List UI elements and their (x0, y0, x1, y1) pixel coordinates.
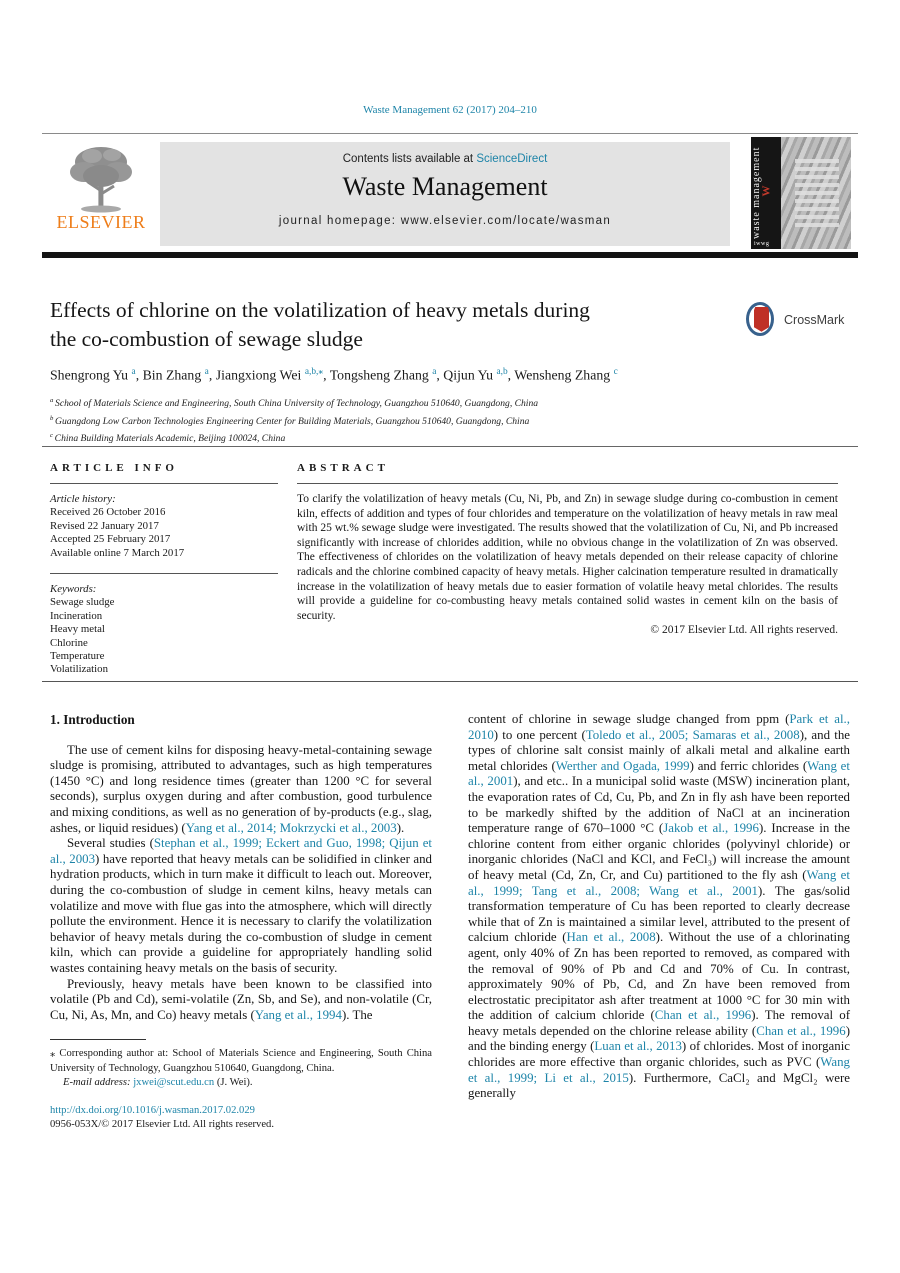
cover-vertical-title: waste management (751, 146, 762, 240)
inline-link[interactable]: Toledo et al., 2005; Samaras et al., 2008 (585, 727, 800, 742)
text-segment: School of Materials Science and Engineering, South China University of Technology, Guangzhou 510640, Guangdong, China (55, 398, 539, 410)
header-black-bar (42, 252, 858, 258)
author-list (50, 366, 840, 384)
text-segment: c (613, 367, 618, 377)
text-segment: a (50, 397, 56, 404)
paper-title-line2: the co-combustion of sewage sludge (50, 327, 363, 351)
text-segment: c (50, 432, 55, 440)
body-paragraph (50, 977, 432, 1024)
text-segment: ). The (341, 1007, 373, 1022)
text-segment: The use of cement kilns for disposing heavy-metal-containing sewage sludge is promising, attributed to advantages, such as high temperatures (1450 °C) and long residence times (greater than 1200 °C for several seconds), surplus oxygen during and after combustion, good turbulence and mixing conditions, as well as no generation of by-products (e.g., slag, ashes, or liquid residues) ( (50, 742, 432, 835)
abstract-text: To clarify the volatilization of heavy metals (Cu, Ni, Pb, and Zn) in sewage sludge during co-combustion in cement kiln, effects of addition and types of four chlorides and temperature on the volatilization of heavy metals in raw meal with 25 wt.% sewage sludge were investigated. The results showed that the volatilization of Cu, Ni, and Pb increased significantly with increase of chlorides addition, while no obvious change in the volatilization of Zn was observed. The effectiveness of chlorides on the volatilization of heavy metals depended on their release capacity of chlorine radicals and the chlorine combined capacity of heavy metals. Higher calcination temperature resulted in dramatically increase in the volatilization of heavy metals due to easier formation of volatile heavy metal chlorides. The results will provide a guideline for co-combusting heavy metals contained solid wastes in cement kiln on the basis of security. (297, 493, 838, 622)
text-segment: b (50, 414, 56, 422)
inline-link[interactable]: Han et al., 2008 (566, 930, 656, 945)
elsevier-wordmark: ELSEVIER (56, 212, 146, 232)
article-history (50, 493, 278, 560)
text-segment: (J. Wei). (214, 1077, 253, 1089)
inline-link[interactable]: Wang et al., 1999; Tang et al., 2008; Wang et al., 2001 (468, 867, 850, 898)
text-segment: China Building Materials Academic, Beijing 100024, China (54, 433, 286, 445)
inline-link[interactable]: Stephan et al., 1999; Eckert and Guo, 1998; Qijun et al., 2003 (50, 836, 433, 866)
inline-link[interactable]: jxwei@scut.edu.cn (133, 1077, 215, 1089)
affiliation-c (50, 429, 840, 447)
inline-link[interactable]: Yang et al., 2014; Mokrzycki et al., 2003 (185, 820, 397, 835)
text-segment: a (131, 367, 136, 377)
text-segment: ) have reported that heavy metals can be solidified in clinker and hydration products, which in turn make it difficult to leach out. Moreover, during the co-combustion of sludge in cement kilns, heavy metals can volatilize and move with flue gas into the atmosphere, which will directly pollute the environment. Hence it is necessary to clarify the volatilization behavior of heavy metals during the co-combustion of sludge in cement kiln, which can provide a guideline for appropriately handling solid wastes containing heavy metals on the basis of security. (50, 851, 432, 975)
abstract-section (297, 462, 838, 636)
history-received: Received 26 October 2016 (50, 506, 166, 519)
text-segment: ) of chlorides. Most of inorganic chlorides are more effective than organic chlorides, such as PVC ( (468, 1039, 850, 1070)
text-segment: a,b (496, 367, 508, 377)
text-segment: E-mail address: (63, 1077, 134, 1089)
inline-link[interactable]: Chan et al., 1996 (756, 1023, 846, 1038)
text-segment: , Jiangxiong Wei (208, 367, 305, 383)
crossmark-button[interactable] (746, 302, 846, 342)
elsevier-tree-icon (62, 142, 140, 214)
body-paragraph (468, 712, 850, 1102)
affiliation-a (50, 394, 840, 412)
corresponding-author-note: ⁎ Corresponding author at: School of Materials Science and Engineering, South China University of Technology, Guangzhou 510640, Guangdong, China. (50, 1048, 432, 1074)
abstract-rule (297, 483, 838, 484)
section-heading-introduction: 1. Introduction (50, 712, 135, 727)
text-segment: , Tongsheng Zhang (323, 367, 433, 383)
article-info-rule (50, 483, 278, 484)
abstract-bottom-divider (42, 681, 858, 682)
cover-badge: iwwg (754, 241, 770, 247)
inline-link[interactable]: Chan et al., 1996 (654, 1008, 752, 1023)
inline-link[interactable]: Yang et al., 1994 (254, 1007, 342, 1022)
keyword-item: Heavy metal (50, 623, 105, 636)
body-paragraph (50, 743, 432, 837)
crossmark-label: CrossMark (784, 313, 845, 327)
inline-link[interactable]: Luan et al., 2013 (594, 1039, 682, 1054)
text-segment: ). The removal of heavy metals depended on the chlorine release ability ( (468, 1008, 850, 1038)
title-divider (42, 446, 858, 447)
inline-link[interactable]: Wang et al., 2001 (468, 758, 850, 789)
paper-title-line1: Effects of chlorine on the volatilization of heavy metals during (50, 298, 590, 322)
text-segment: Several studies ( (67, 836, 154, 851)
text-segment: Shengrong Yu (50, 367, 132, 383)
article-history-label: Article history: (50, 493, 116, 505)
text-segment: ), and the types of chlorine salt consist mainly of alkali metal and alkaline earth metal chlorides ( (468, 727, 850, 773)
text-segment: ) and the binding energy ( (468, 1023, 850, 1054)
text-segment: ). (396, 820, 405, 835)
abstract-copyright: © 2017 Elsevier Ltd. All rights reserved. (650, 624, 838, 637)
journal-citation: Waste Management 62 (2017) 204–210 (363, 104, 537, 116)
keywords-label: Keywords: (50, 583, 97, 596)
doi-link[interactable]: http://dx.doi.org/10.1016/j.wasman.2017.02.029 (50, 1104, 255, 1116)
banner-center-panel (160, 142, 730, 246)
text-segment: ). The gas/solid transformation temperature of Cu has been reported to clearly decrease while that of Zn is maintained a similar level, attributed to the present of calcium chloride ( (468, 883, 850, 945)
text-segment: a (432, 367, 437, 377)
cover-text-bars (795, 159, 839, 231)
text-segment: Previously, heavy metals have been known to be classified into volatile (Pb and Cd), semi-volatile (Zn, Sb, and Se), and non-volatile (Cr, Cu, Ni, As, Mn, and Co) heavy metals ( (50, 976, 432, 1022)
footnote-block (50, 1039, 432, 1132)
cover-red-mark: W (760, 185, 773, 197)
issn-copyright-line: 0956-053X/© 2017 Elsevier Ltd. All rights reserved. (50, 1118, 275, 1130)
keyword-item: Sewage sludge (50, 596, 115, 609)
keywords-block (50, 583, 278, 677)
text-segment: Guangdong Low Carbon Technologies Engineering Center for Building Materials, Guangzhou 510640, Guangdong, China (55, 415, 530, 427)
keyword-item: Chlorine (50, 636, 88, 649)
history-online: Available online 7 March 2017 (50, 546, 185, 559)
abstract-header: ABSTRACT (297, 462, 389, 474)
text-segment: ) and ferric chlorides ( (689, 758, 808, 773)
journal-banner (42, 142, 858, 246)
body-left-column (50, 712, 432, 1132)
inline-link[interactable]: Werther and Ogada, 1999 (555, 758, 690, 773)
article-info-header: ARTICLE INFO (50, 462, 178, 474)
text-segment: a (204, 367, 209, 377)
sciencedirect-link[interactable]: ScienceDirect (476, 153, 548, 165)
keyword-item: Incineration (50, 609, 103, 622)
history-revised: Revised 22 January 2017 (50, 519, 159, 532)
text-segment: , Bin Zhang (135, 367, 205, 383)
journal-homepage-link[interactable]: journal homepage: www.elsevier.com/locate/wasman (278, 215, 612, 227)
article-body (50, 712, 850, 1132)
text-segment: , Wensheng Zhang (507, 367, 614, 383)
email-line (63, 1076, 432, 1090)
keyword-item: Volatilization (50, 663, 108, 676)
journal-title: Waste Management (342, 172, 548, 201)
text-segment: ). Furthermore, CaCl₂ and MgCl₂ were generally (468, 1070, 850, 1101)
text-segment: , Qijun Yu (436, 367, 497, 383)
elsevier-logo[interactable] (45, 142, 157, 246)
inline-link[interactable]: Park et al., 2010 (468, 712, 850, 742)
text-segment: ) to one percent ( (493, 727, 586, 742)
affiliations (50, 394, 840, 447)
body-right-column (468, 712, 850, 1132)
text-segment: ). Increase in the chlorine content from either organic chlorides (polyvinyl chloride) or inorganic chlorides (NaCl and KCl, and FeCl₃) will increase the amount of heavy metal (Cd, Zn, Cr, and Cu) partitioned to the fly ash ( (468, 821, 850, 882)
body-paragraph (50, 836, 432, 976)
footer-ids (50, 1104, 432, 1133)
inline-link[interactable]: Jakob et al., 1996 (663, 821, 759, 836)
paper-title (50, 296, 720, 354)
affiliation-b (50, 412, 840, 430)
article-info-section (50, 462, 278, 677)
keyword-item: Temperature (50, 650, 105, 663)
text-segment: ). Without the use of a chlorinating agent, only 40% of Zn has been reported to removed, as compared with the removal of 90% of Pb and Cd and 70% of Cu. In contrast, approximately 90% of Pb, Cd, and Zn have been removed from electrostatic precipitator ash after treatment at 1000 °C for 30 min with the addition of calcium chloride ( (468, 930, 850, 1023)
keywords-rule (50, 573, 278, 574)
inline-link[interactable]: Wang et al., 1999; Li et al., 2015 (468, 1055, 850, 1085)
footnote-divider (50, 1039, 146, 1040)
text-segment: a,b,⁎ (304, 367, 324, 377)
contents-prefix: Contents lists available at (342, 153, 477, 165)
history-accepted: Accepted 25 February 2017 (50, 533, 171, 546)
text-segment: ), and etc.. In a municipal solid waste (MSW) incineration plant, the evaporation rates of Cd, Cu, Pb, and Zn in fly ash have been reported to be markedly shifted by the addition of NaCl at an incineration temperature range of 670–1000 °C ( (468, 774, 850, 836)
journal-cover-thumbnail[interactable] (751, 137, 851, 249)
contents-line (160, 153, 730, 165)
text-segment: content of chlorine in sewage sludge changed from ppm ( (468, 712, 790, 726)
top-divider (42, 133, 858, 134)
